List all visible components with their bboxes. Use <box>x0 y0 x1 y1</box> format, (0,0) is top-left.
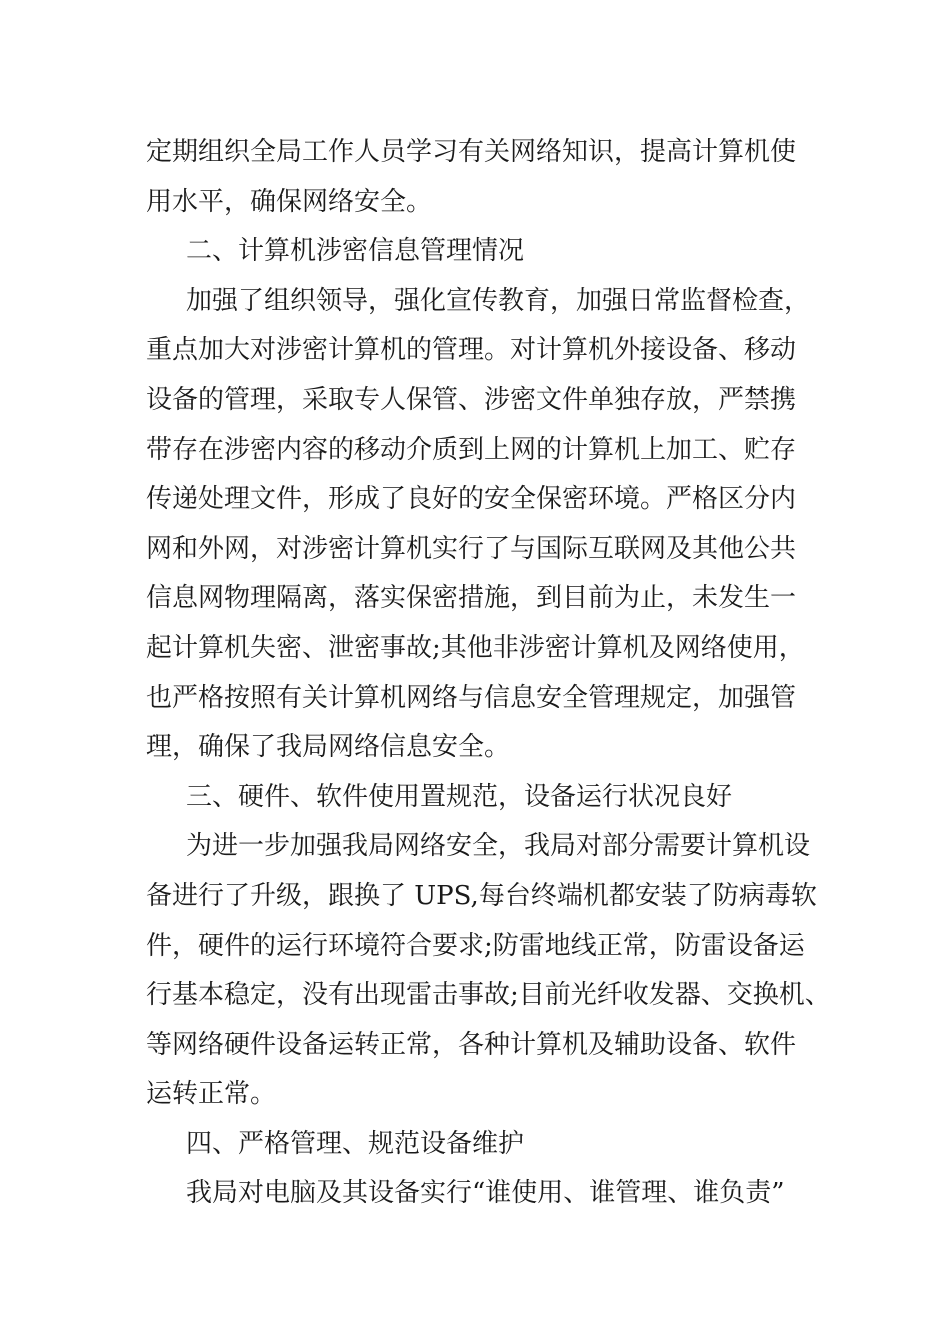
text-line: 传递处理文件，形成了良好的安全保密环境。严格区分内 <box>146 484 797 515</box>
text-line: 重点加大对涉密计算机的管理。对计算机外接设备、移动 <box>146 335 797 366</box>
text-line: 行基本稳定，没有出现雷击事故;目前光纤收发器、交换机、 <box>146 980 831 1011</box>
text-line: 网和外网，对涉密计算机实行了与国际互联网及其他公共 <box>146 533 797 564</box>
text-line: 备进行了升级，跟换了 UPS,每台终端机都安装了防病毒软 <box>146 880 817 911</box>
text-line: 也严格按照有关计算机网络与信息安全管理规定，加强管 <box>146 682 797 713</box>
paragraph-start: 我局对电脑及其设备实行“谁使用、谁管理、谁负责” <box>186 1178 785 1209</box>
paragraph-start: 为进一步加强我局网络安全，我局对部分需要计算机设 <box>186 831 811 862</box>
document-body <box>146 128 831 1219</box>
section-heading: 三、硬件、软件使用置规范，设备运行状况良好 <box>186 781 733 812</box>
text-line: 理，确保了我局网络信息安全。 <box>146 732 511 763</box>
text-line: 设备的管理，采取专人保管、涉密文件单独存放，严禁携 <box>146 384 797 415</box>
text-line: 运转正常。 <box>146 1079 277 1110</box>
paragraph-start: 加强了组织领导，强化宣传教育，加强日常监督检查， <box>186 285 811 316</box>
section-heading: 四、严格管理、规范设备维护 <box>186 1128 525 1159</box>
text-line: 定期组织全局工作人员学习有关网络知识，提高计算机使 <box>146 137 797 167</box>
text-line: 等网络硬件设备运转正常，各种计算机及辅助设备、软件 <box>146 1029 797 1060</box>
section-heading: 二、计算机涉密信息管理情况 <box>186 236 525 267</box>
text-line: 信息网物理隔离，落实保密措施，到目前为止，未发生一 <box>146 583 797 614</box>
text-line: 件，硬件的运行环境符合要求;防雷地线正常，防雷设备运 <box>146 930 805 961</box>
text-line: 带存在涉密内容的移动介质到上网的计算机上加工、贮存 <box>146 434 797 465</box>
text-line: 用水平，确保网络安全。 <box>146 186 433 217</box>
text-line: 起计算机失密、泄密事故;其他非涉密计算机及网络使用， <box>146 632 805 663</box>
